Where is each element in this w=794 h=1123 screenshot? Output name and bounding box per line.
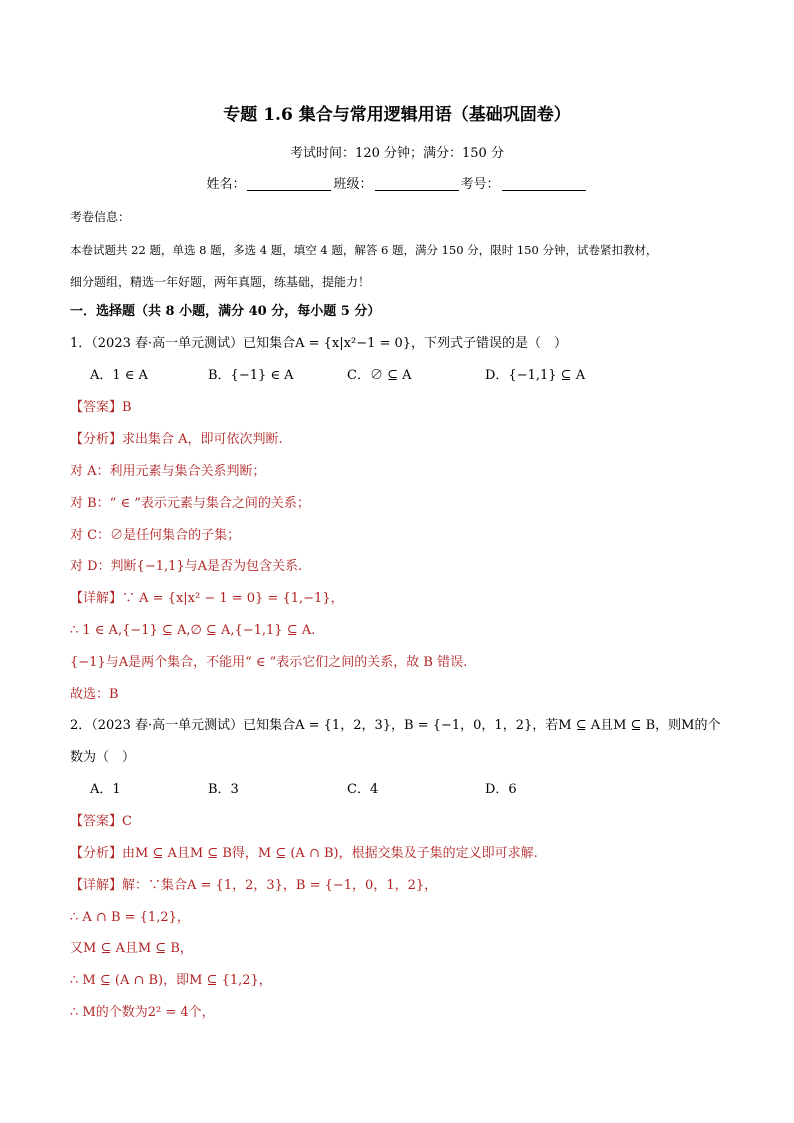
name-label: 姓名： [206, 177, 246, 192]
q1-option-d: D．{−1,1} ⊆ A [485, 368, 586, 383]
q2-detail-3: 又M ⊆ A且M ⊆ B， [70, 941, 193, 956]
q1-option-c: C．∅ ⊆ A [347, 368, 412, 383]
q2-option-b: B．3 [208, 782, 239, 797]
q2-option-c: C．4 [347, 782, 379, 797]
q1-detail-2: ∴ 1 ∈ A,{−1} ⊆ A,∅ ⊆ A,{−1,1} ⊆ A. [70, 623, 316, 638]
q1-analysis-a: 对 A：利用元素与集合关系判断； [70, 464, 266, 479]
id-blank [502, 176, 586, 191]
q2-answer: 【答案】C [70, 814, 132, 829]
exam-time: 考试时间：120 分钟；满分：150 分 [290, 146, 504, 161]
q2-stem-line-1: 2．（2023 春·高一单元测试）已知集合A = {1，2，3}，B = {−1，0，1，2}，若M ⊆ A且M ⊆ B，则M的个 [70, 718, 721, 733]
q2-detail-4: ∴ M ⊆ (A ∩ B)，即M ⊆ {1,2}， [70, 973, 272, 988]
q1-analysis: 【分析】求出集合 A，即可依次判断. [70, 432, 283, 447]
q2-analysis: 【分析】由M ⊆ A且M ⊆ B得，M ⊆ (A ∩ B)，根据交集及子集的定义即可求解. [70, 846, 538, 861]
info-line-1: 本卷试题共 22 题，单选 8 题，多选 4 题，填空 4 题，解答 6 题，满分 150 分，限时 150 分钟，试卷紧扣教材， [70, 243, 658, 257]
info-line-2: 细分题组，精选一年好题，两年真题，练基础，提能力！ [70, 275, 371, 289]
q1-analysis-b: 对 B：“ ∈ ”表示元素与集合之间的关系； [70, 496, 310, 511]
q1-detail-1: 【详解】∵ A = {x|x² − 1 = 0} = {1,−1}， [70, 591, 344, 606]
q1-analysis-d: 对 D：判断{−1,1}与A是否为包含关系. [70, 559, 303, 574]
q1-stem: 1．（2023 春·高一单元测试）已知集合A = {x|x²−1 = 0}，下列式子错误的是（ ） [70, 336, 568, 351]
student-info-row [0, 176, 794, 194]
page-title: 专题 1.6 集合与常用逻辑用语（基础巩固卷） [223, 105, 571, 125]
q1-option-b: B．{−1} ∈ A [208, 368, 294, 383]
q2-stem-line-2: 数为（ ） [70, 750, 136, 765]
q2-detail-2: ∴ A ∩ B = {1,2}， [70, 910, 190, 925]
q2-detail-5: ∴ M的个数为2² = 4个， [70, 1005, 215, 1020]
q1-choose: 故选：B [70, 687, 119, 702]
q1-option-a: A．1 ∈ A [90, 368, 148, 383]
q2-option-a: A．1 [90, 782, 121, 797]
name-blank [247, 176, 331, 191]
q1-detail-3: {−1}与A是两个集合，不能用“ ∈ ”表示它们之间的关系，故 B 错误. [70, 655, 468, 670]
class-blank [375, 176, 459, 191]
q2-detail-1: 【详解】解：∵集合A = {1，2，3}，B = {−1，0，1，2}， [70, 878, 438, 893]
id-label: 考号： [460, 177, 500, 192]
q1-answer: 【答案】B [70, 400, 132, 415]
q2-option-d: D．6 [485, 782, 517, 797]
class-label: 班级： [333, 177, 373, 192]
section-heading: 一．选择题（共 8 小题，满分 40 分，每小题 5 分） [70, 304, 381, 319]
info-label: 考卷信息： [70, 210, 131, 224]
q1-analysis-c: 对 C：∅是任何集合的子集； [70, 528, 241, 543]
